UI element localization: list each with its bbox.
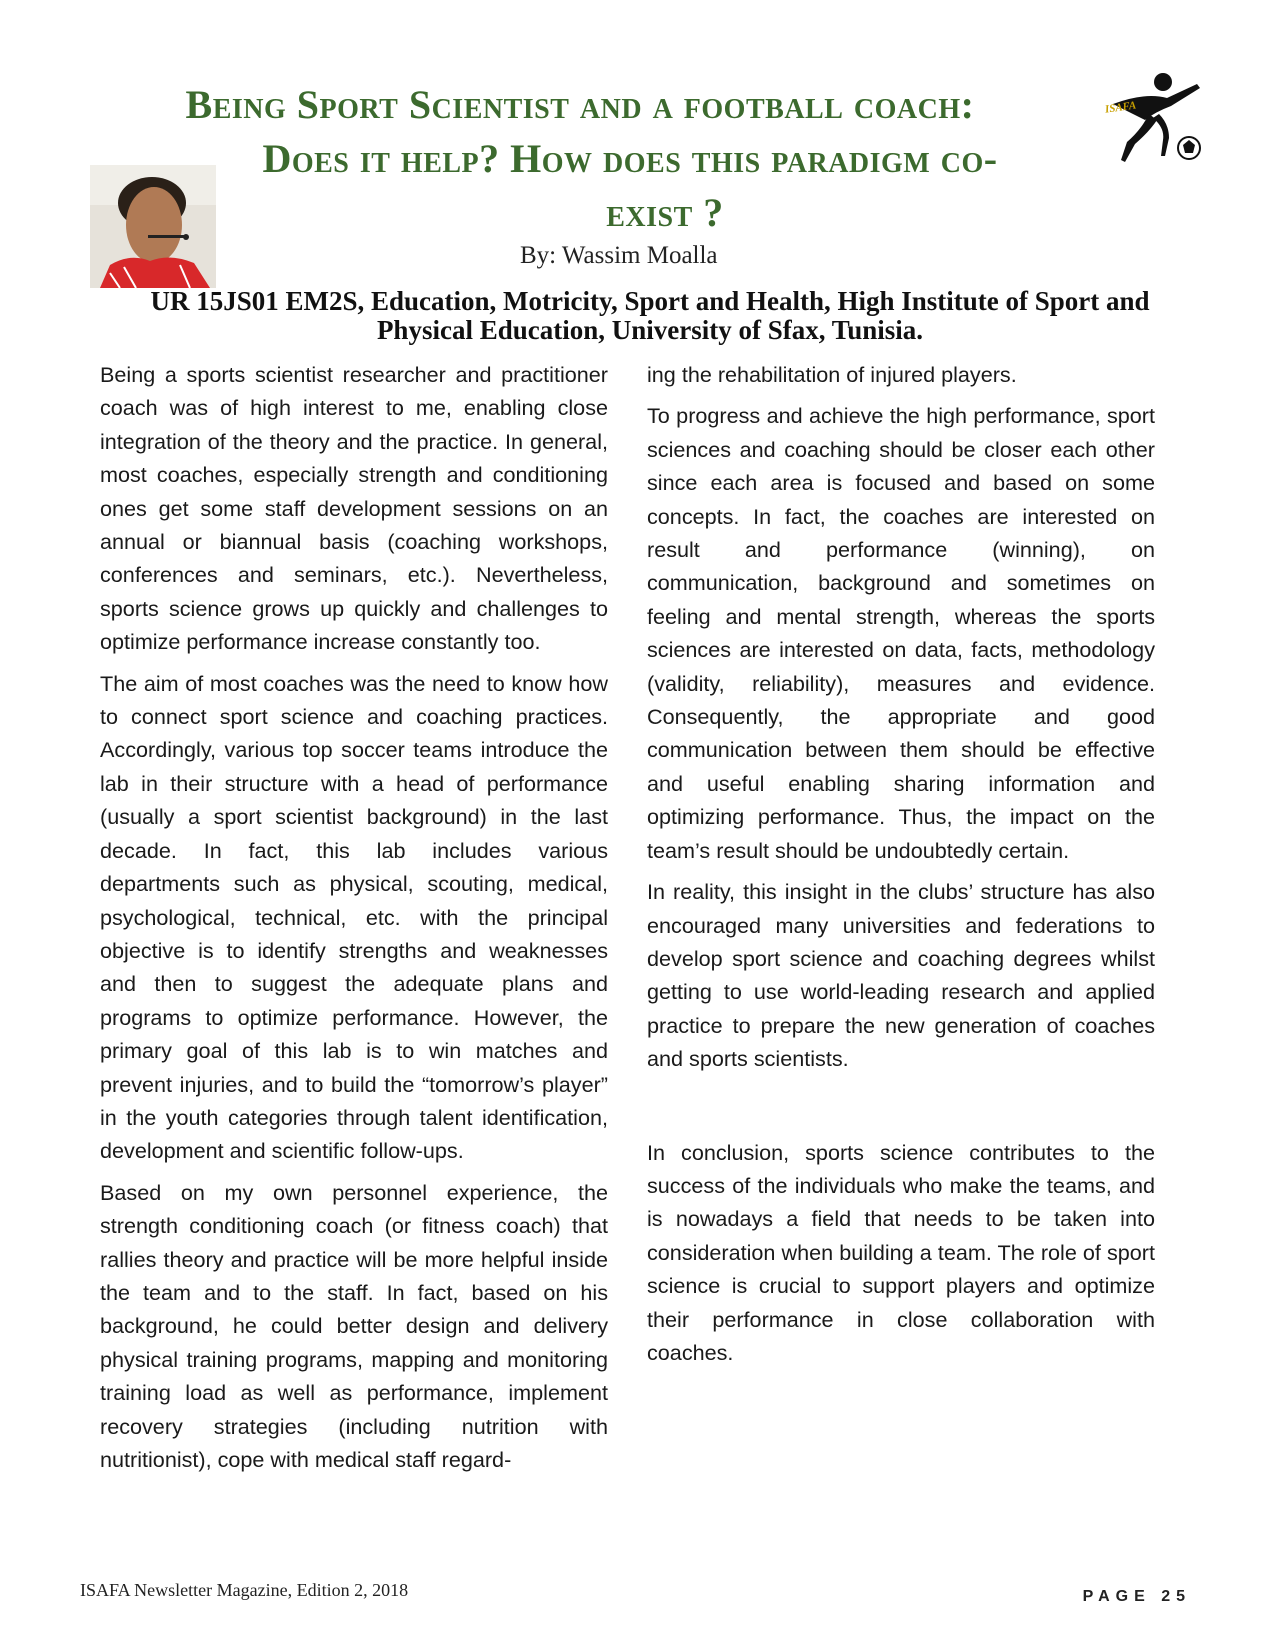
- title-line-1: Being Sport Scientist and a football coach:: [185, 82, 975, 127]
- paragraph: The aim of most coaches was the need to know how to connect sport science and coaching practices. Accordingly, various top soccer teams introduce the lab in their structure with a head of performance (usually a sport scientist background) in the last decade. In fact, this lab includes various departments such as physical, scouting, medical, psychological, technical, etc. with the principal objective is to identify strengths and weaknesses and then to suggest the adequate plans and programs to optimize performance. However, the primary goal of this lab is to win matches and prevent injuries, and to build the “tomorrow’s player” in the youth categories through talent identification, development and scientific follow-ups.: [100, 670, 608, 1164]
- article-title: [95, 78, 1105, 240]
- paragraph: In conclusion, sports science contributes to the success of the individuals who make the teams, and is nowadays a field that needs to be taken into consideration when building a team. The role of sport science is crucial to support players and optimize their performance in close collaboration with coaches.: [647, 1139, 1155, 1365]
- publication-footer: ISAFA Newsletter Magazine, Edition 2, 2018: [80, 1580, 409, 1600]
- paragraph: To progress and achieve the high performance, sport sciences and coaching should be closer each other since each area is focused and based on some concepts. In fact, the coaches are interested on result and performance (winning), on communication, background and sometimes on feeling and mental strength, whereas the sports sciences are interested on data, facts, methodology (validity, reliability), measures and evidence. Consequently, the appropriate and good communication between them should be effective and useful enabling sharing information and optimizing performance. Thus, the impact on the team’s result should be undoubtedly certain.: [647, 403, 1155, 863]
- paragraph: In reality, this insight in the clubs’ structure has also encouraged many universities and federations to develop sport science and coaching degrees whilst getting to use world-leading research and applied practice to prepare the new generation of coaches and sports scientists.: [647, 879, 1155, 1072]
- paragraph: Being a sports scientist researcher and practitioner coach was of high interest to me, enabling close integration of the theory and the practice. In general, most coaches, especially strength and conditioning ones get some staff development sessions on an annual or biannual basis (coaching workshops, conferences and seminars, etc.). Nevertheless, sports science grows up quickly and challenges to optimize performance increase constantly too.: [100, 362, 608, 655]
- author-byline: By: Wassim Moalla: [520, 242, 718, 269]
- page-number: PAGE 25: [1082, 1588, 1191, 1605]
- author-portrait-photo-icon: [90, 165, 216, 288]
- isafa-football-player-logo-icon: [1105, 70, 1205, 170]
- logo-text: ISAFA: [1105, 99, 1137, 116]
- left-column: [100, 358, 608, 1484]
- title-line-2: Does it help? How does this paradigm co-: [262, 136, 998, 181]
- author-photo: [90, 165, 216, 288]
- isafa-logo: [1105, 70, 1205, 170]
- right-column: [647, 358, 1155, 1377]
- author-affiliation: UR 15JS01 EM2S, Education, Motricity, Sport and Health, High Institute of Sport and Physical Education, University of Sfax, Tunisia.: [150, 286, 1150, 345]
- paragraph: Based on my own personnel experience, the strength conditioning coach (or fitness coach) that rallies theory and practice will be more helpful inside the team and to the staff. In fact, based on his background, he could better design and delivery physical training programs, mapping and monitoring training load as well as performance, implement recovery strategies (including nutrition with nutritionist), cope with medical staff regard-: [100, 1179, 608, 1472]
- paragraph: ing the rehabilitation of injured players.: [647, 362, 1017, 387]
- title-line-3: exist ?: [606, 190, 724, 235]
